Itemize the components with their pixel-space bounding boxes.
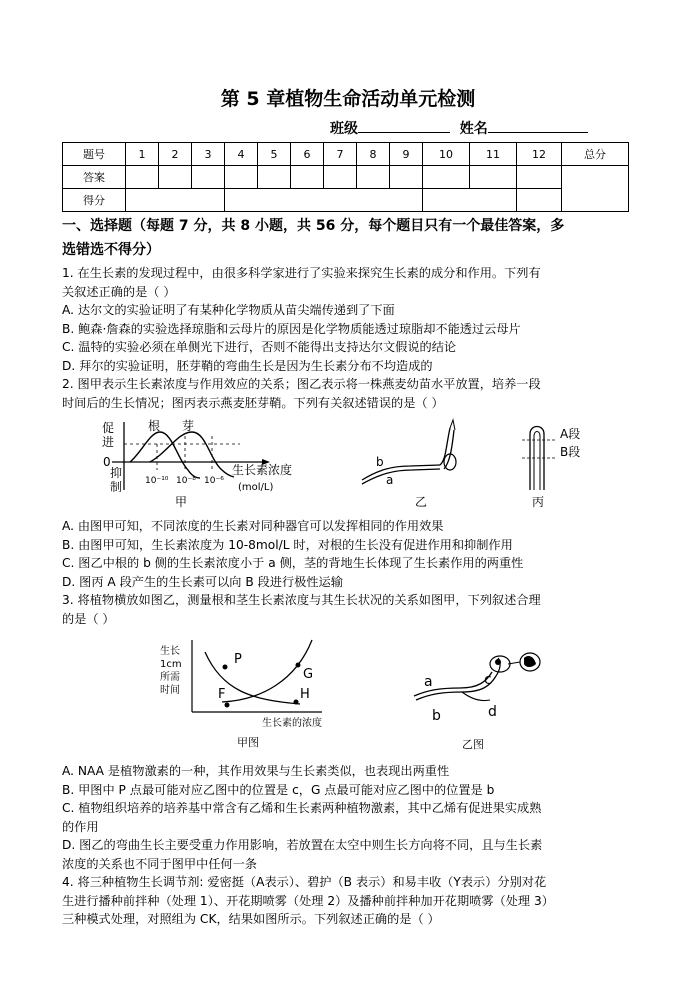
ylabel-3: 所需 [160, 672, 180, 683]
ylabel-2: 1cm [160, 659, 182, 670]
name-label: 姓名 [459, 121, 488, 137]
qnum: 6 [291, 143, 324, 166]
qnum: 9 [390, 143, 423, 166]
point-f: F [218, 687, 226, 702]
qnum: 1 [126, 143, 159, 166]
option-b[interactable]: B. 鲍森·詹森的实验选择琼脂和云母片的原因是化学物质能透过琼脂却不能透过云母片 [62, 321, 521, 336]
option-b[interactable]: B. 由图甲可知，生长素浓度为 10-8mol/L 时，对根的生长没有促进作用和抑制作用 [62, 537, 513, 552]
label-x-axis: 生长素浓度 [232, 463, 293, 477]
option-a[interactable]: A. 达尔文的实验证明了有某种化学物质从苗尖端传递到了下面 [62, 303, 395, 317]
qnum: 5 [258, 143, 291, 166]
option-c[interactable]: C. 温特的实验必须在单侧光下进行，否则不能得出支持达尔文假说的结论 [62, 340, 457, 354]
option-d-cont[interactable]: 浓度的关系也不同于图甲中任何一条 [62, 856, 257, 871]
label-seg-a: A段 [560, 427, 581, 441]
label-a: a [424, 674, 433, 690]
tick-2: 10⁻⁸ [176, 476, 196, 486]
label-c: c [484, 672, 492, 688]
question-stem: 1. 在生长素的发现过程中，由很多科学家进行了实验来探究生长素的成分和作用。下列有 [62, 266, 541, 280]
point-p: P [234, 652, 242, 667]
label-zero: 0 [103, 455, 111, 469]
ylabel-4: 时间 [160, 685, 180, 696]
ylabel-1: 生长 [160, 646, 180, 657]
label-b: b [432, 708, 441, 724]
label-d: d [488, 704, 497, 720]
option-c-cont[interactable]: 的作用 [62, 819, 99, 834]
total-label: 总分 [562, 143, 629, 166]
question-stem: 的是（ ） [62, 611, 115, 626]
label-root: 根 [148, 419, 161, 433]
qnum: 10 [423, 143, 470, 166]
caption-yi-q3: 乙图 [462, 738, 484, 751]
label-seg-b: B段 [560, 445, 581, 459]
figure-yi-horizontal-plant [414, 653, 540, 751]
label-inhibit-2: 制 [110, 480, 123, 494]
tick-3: 10⁻⁶ [204, 476, 224, 486]
option-c[interactable]: C. 植物组织培养的培养基中常含有乙烯和生长素两种植物激素，其中乙烯有促进果实成熟 [62, 801, 542, 815]
option-d[interactable]: D. 图乙的弯曲生长主要受重力作用影响，若放置在太空中则生长方向将不同，且与生长素 [62, 838, 543, 852]
caption-bing: 丙 [532, 495, 545, 509]
xlabel: 生长素的浓度 [262, 718, 322, 729]
qnum: 7 [324, 143, 357, 166]
qnum: 8 [357, 143, 390, 166]
section-heading-line: 一、选择题（每题 7 分，共 8 小题，共 56 分，每个题目只有一个最佳答案，多 [62, 218, 565, 234]
label-promote-1: 促 [102, 421, 115, 435]
option-a[interactable]: A. 由图甲可知，不同浓度的生长素对同种器官可以发挥相同的作用效果 [62, 519, 444, 533]
question-stem: 生进行播种前拌种（处理 1）、开花期喷雾（处理 2）及播种前拌种加开花期喷雾（处理 3） [62, 893, 554, 908]
question-stem: 3. 将植物横放如图乙，测量根和茎生长素浓度与其生长状况的关系如图甲，下列叙述合理 [62, 593, 541, 607]
class-label: 班级 [330, 121, 358, 137]
row-label-number: 题号 [63, 143, 126, 166]
label-bud: 芽 [182, 419, 195, 433]
option-a[interactable]: A. NAA 是植物激素的一种，其作用效果与生长素类似，也表现出两重性 [62, 764, 450, 778]
qnum: 3 [192, 143, 225, 166]
tick-1: 10⁻¹⁰ [145, 476, 169, 486]
option-d[interactable]: D. 图丙 A 段产生的生长素可以向 B 段进行极性运输 [62, 574, 343, 589]
qnum: 2 [159, 143, 192, 166]
row-label-answer: 答案 [63, 166, 126, 189]
question-stem: 三种模式处理，对照组为 CK，结果如图所示。下列叙述正确的是（ ） [62, 912, 440, 926]
label-unit: (mol/L) [238, 482, 274, 493]
question-3-options [62, 762, 642, 929]
question-stem: 2. 图甲表示生长素浓度与作用效应的关系；图乙表示将一株燕麦幼苗水平放置，培养一段 [62, 377, 541, 391]
section-heading-line: 选错选不得分） [62, 242, 160, 258]
option-c[interactable]: C. 图乙中根的 b 侧的生长素浓度小于 a 侧，茎的背地生长体现了生长素作用的两重性 [62, 556, 524, 570]
label-a: a [386, 473, 394, 487]
qnum: 4 [225, 143, 258, 166]
question-stem: 关叙述正确的是（ ） [62, 284, 176, 299]
caption-jia-q3: 甲图 [237, 736, 259, 749]
question-stem: 时间后的生长情况；图丙表示燕麦胚芽鞘。下列有关叙述错误的是（ ） [62, 395, 444, 410]
row-label-score: 得分 [63, 189, 126, 212]
point-h: H [300, 687, 310, 702]
qnum: 11 [470, 143, 517, 166]
caption-jia: 甲 [175, 495, 188, 509]
label-promote-2: 进 [102, 435, 115, 449]
page-title: 第 5 章植物生命活动单元检测 [220, 88, 476, 110]
label-b: b [376, 455, 384, 469]
question-stem: 4. 将三种植物生长调节剂: 爱密挺（A表示）、碧护（B 表示）和易丰收（Y表示）分别对花 [62, 875, 547, 889]
qnum: 12 [517, 143, 562, 166]
option-b[interactable]: B. 甲图中 P 点最可能对应乙图中的位置是 c，G 点最可能对应乙图中的位置是 b [62, 782, 495, 797]
label-inhibit-1: 抑 [110, 466, 123, 480]
option-d[interactable]: D. 拜尔的实验证明，胚芽鞘的弯曲生长是因为生长素分布不均造成的 [62, 358, 433, 373]
point-g: G [303, 667, 314, 682]
caption-yi: 乙 [415, 495, 428, 509]
figure-jia-growth-time [160, 640, 322, 749]
